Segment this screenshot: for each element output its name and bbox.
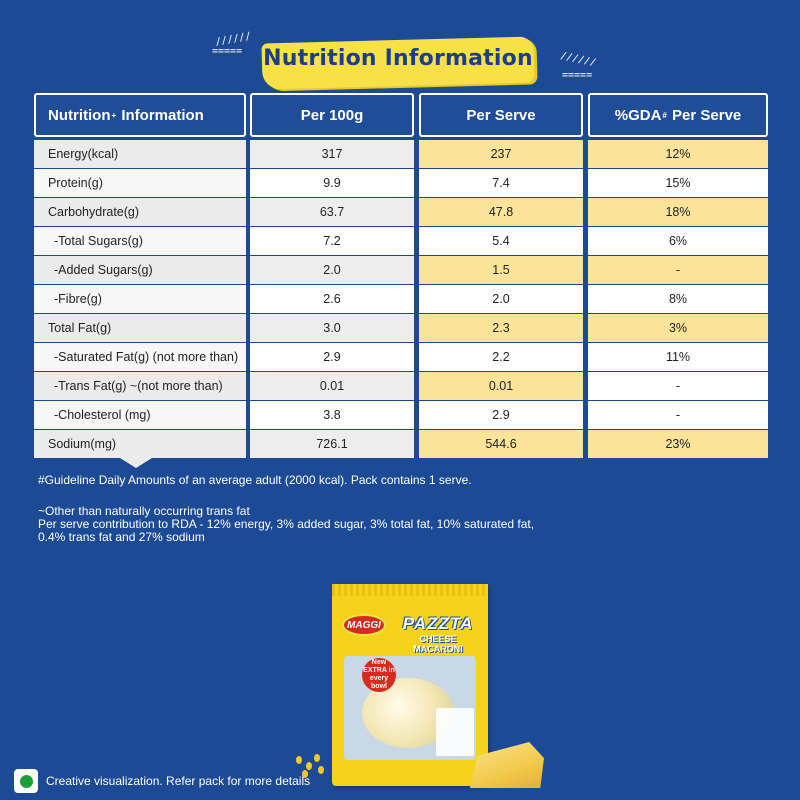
corn-kernel: [314, 754, 320, 762]
per-serve-value: 5.4: [419, 227, 583, 255]
per-serve-value: 2.9: [419, 401, 583, 429]
gda-value: 8%: [588, 285, 768, 313]
decoration: =====: [212, 46, 243, 57]
per-serve-value: 2.3: [419, 314, 583, 342]
pack-flavor: [390, 634, 486, 654]
pack-flavor-line: MACARONI: [413, 644, 463, 654]
pack-brand-name: PAZZTA: [402, 614, 474, 633]
footnotes: [38, 474, 778, 544]
header-gda-per-serve: [588, 93, 768, 137]
table-header: [34, 93, 768, 137]
gda-footnote: #Guideline Daily Amounts of an average adult (2000 kcal). Pack contains 1 serve.: [38, 473, 472, 487]
trans-fat-footnote: ~Other than naturally occurring trans fat: [38, 504, 250, 518]
gda-value: 11%: [588, 343, 768, 371]
rda-footnote-line1: Per serve contribution to RDA - 12% energy, 3% added sugar, 3% total fat, 10% saturated fat,: [38, 517, 535, 531]
gda-value: 23%: [588, 430, 768, 458]
gda-value: -: [588, 401, 768, 429]
veg-dot: [20, 775, 33, 788]
gda-value: 18%: [588, 198, 768, 226]
gda-value: 12%: [588, 140, 768, 168]
nutrient-name: Total Fat(g): [34, 314, 246, 342]
nutrient-name: Carbohydrate(g): [34, 198, 246, 226]
rda-footnote-line2: 0.4% trans fat and 27% sodium: [38, 530, 205, 544]
header-per-100g: Per 100g: [250, 93, 414, 137]
pack-info-panel: [436, 708, 474, 756]
table-row: [34, 372, 768, 401]
disclaimer-text: Creative visualization. Refer pack for more details: [46, 774, 311, 788]
per-100g-value: 63.7: [250, 198, 414, 226]
per-serve-value: 1.5: [419, 256, 583, 284]
table-row: [34, 198, 768, 227]
header-label: Per Serve: [672, 106, 742, 124]
header-label: Nutrition: [48, 106, 111, 124]
header-per-serve: Per Serve: [419, 93, 583, 137]
per-serve-value: 2.2: [419, 343, 583, 371]
per-100g-value: 2.0: [250, 256, 414, 284]
title-section: [0, 30, 800, 90]
nutrition-table: [34, 140, 768, 459]
per-100g-value: 7.2: [250, 227, 414, 255]
per-100g-value: 726.1: [250, 430, 414, 458]
table-row: [34, 314, 768, 343]
per-100g-value: 3.8: [250, 401, 414, 429]
decoration: //////: [214, 30, 252, 49]
pack-seal: [332, 584, 488, 596]
table-row: [34, 256, 768, 285]
header-superscript: +: [111, 110, 117, 120]
per-100g-value: 3.0: [250, 314, 414, 342]
table-row: [34, 227, 768, 256]
per-100g-value: 317: [250, 140, 414, 168]
nutrient-name: -Trans Fat(g) ~(not more than): [34, 372, 246, 400]
nutrient-name: -Cholesterol (mg): [34, 401, 246, 429]
per-serve-value: 544.6: [419, 430, 583, 458]
nutrient-name: -Fibre(g): [34, 285, 246, 313]
maggi-logo: MAGGI: [342, 614, 386, 636]
table-row: [34, 140, 768, 169]
header-superscript: #: [662, 110, 667, 120]
table-row: [34, 430, 768, 459]
header-label: %GDA: [614, 106, 662, 124]
table-row: [34, 343, 768, 372]
callout-pointer: [120, 458, 152, 468]
per-100g-value: 2.9: [250, 343, 414, 371]
header-label: Information: [121, 106, 204, 124]
per-100g-value: 9.9: [250, 169, 414, 197]
product-pack-image: [332, 584, 488, 786]
footer: [14, 768, 310, 794]
veg-mark-icon: [14, 769, 38, 793]
page-title: Nutrition Information: [263, 46, 533, 71]
gda-value: 6%: [588, 227, 768, 255]
decoration: //////: [559, 50, 597, 69]
per-serve-value: 2.0: [419, 285, 583, 313]
nutrient-name: Sodium(mg): [34, 430, 246, 458]
per-100g-value: 2.6: [250, 285, 414, 313]
per-100g-value: 0.01: [250, 372, 414, 400]
nutrient-name: -Added Sugars(g): [34, 256, 246, 284]
decoration: =====: [562, 70, 593, 81]
gda-value: 15%: [588, 169, 768, 197]
gda-value: -: [588, 256, 768, 284]
table-row: [34, 169, 768, 198]
per-serve-value: 0.01: [419, 372, 583, 400]
corn-kernel: [318, 766, 324, 774]
table-row: [34, 401, 768, 430]
per-serve-value: 7.4: [419, 169, 583, 197]
nutrient-name: Protein(g): [34, 169, 246, 197]
gda-value: -: [588, 372, 768, 400]
gda-value: 3%: [588, 314, 768, 342]
nutrient-name: -Total Sugars(g): [34, 227, 246, 255]
per-serve-value: 47.8: [419, 198, 583, 226]
nutrient-name: Energy(kcal): [34, 140, 246, 168]
header-nutrition-information: [34, 93, 246, 137]
table-row: [34, 285, 768, 314]
pack-badge: New EXTRA in every bowl: [363, 659, 395, 690]
corn-kernel: [296, 756, 302, 764]
nutrient-name: -Saturated Fat(g) (not more than): [34, 343, 246, 371]
pack-flavor-line: CHEESE: [419, 634, 457, 644]
per-serve-value: 237: [419, 140, 583, 168]
